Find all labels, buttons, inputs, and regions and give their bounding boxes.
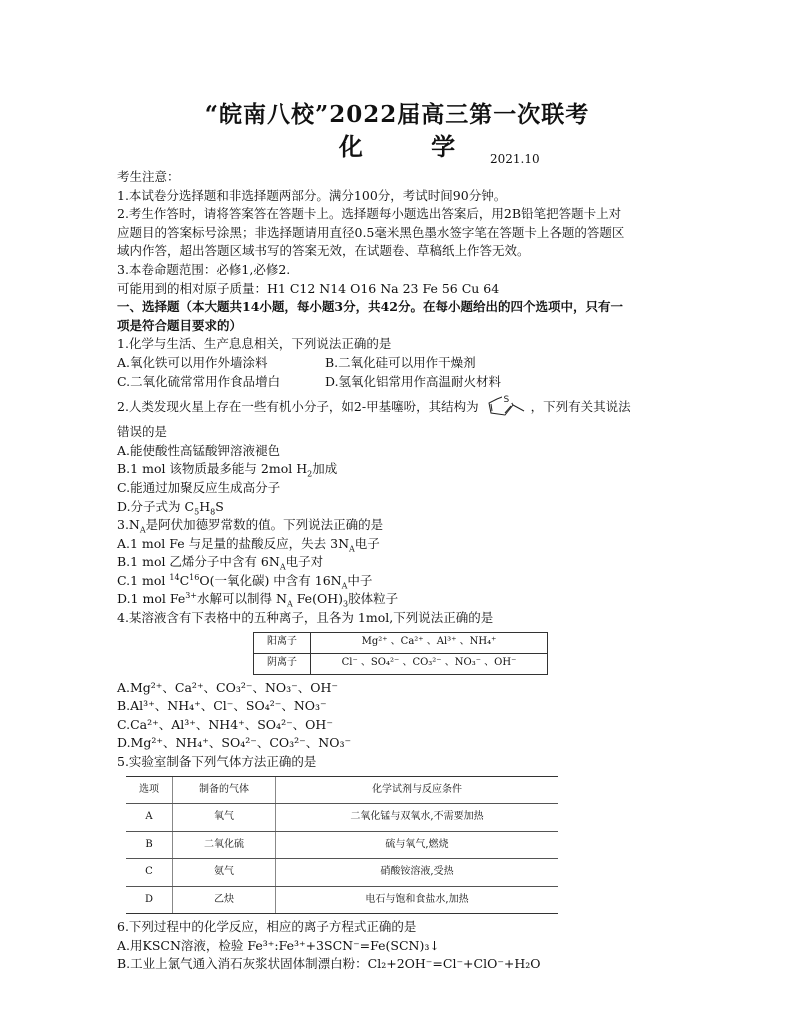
- q2-option-b: B.1 mol 该物质最多能与 2mol $H_2$加成: [117, 461, 338, 479]
- note-line-1: 1.本试卷分选择题和非选择题两部分。满分100分，考试时间90分钟。: [117, 187, 507, 203]
- q5-cell-reagents: 硝酸铵溶液,受热: [276, 859, 559, 887]
- q5-cell-reagents: 硫与氧气,燃烧: [276, 831, 559, 859]
- q3-option-b: B.1 mol 乙烯分子中含有 $6N_A$电子对: [117, 554, 324, 572]
- note-line-2: 2.考生作答时，请将答案答在答题卡上。选择题每小题选出答案后，用2B铅笔把答题卡上对: [117, 206, 622, 222]
- q3-option-d: D.1 mol $Fe^{3+}$水解可以制得 $N_A$ $Fe(OH)_3$胶体粒子: [117, 591, 399, 609]
- q5-cell-option: A: [126, 804, 173, 832]
- q2-option-a: A.能使酸性高锰酸钾溶液褪色: [117, 442, 281, 458]
- q4-anion-list: Cl⁻ 、SO₄²⁻ 、CO₃²⁻ 、NO₃⁻ 、OH⁻: [311, 653, 548, 674]
- q4-cation-list: Mg²⁺ 、Ca²⁺ 、Al³⁺ 、NH₄⁺: [311, 632, 548, 653]
- q5-stem: 5.实验室制备下列气体方法正确的是: [117, 754, 317, 770]
- q1-stem: 1.化学与生活、生产息息相关，下列说法正确的是: [117, 336, 392, 352]
- section-heading-line-1: 一、选择题（本大题共14小题，每小题3分，共42分。在每小题给出的四个选项中，只有一: [117, 299, 623, 315]
- q3-option-a: A.1 mol Fe 与足量的盐酸反应，失去 $3N_A$电子: [117, 535, 380, 554]
- q4-anion-label: 阴离子: [254, 653, 311, 674]
- subject-title: 化 学: [338, 132, 486, 161]
- q1-option-b: B.二氧化硅可以用作干燥剂: [325, 354, 476, 370]
- q5-cell-gas: 二氧化硫: [173, 831, 276, 859]
- q2-stem-a: 2.人类发现火星上存在一些有机小分子，如2-甲基噻吩，其结构为: [117, 399, 479, 415]
- q4-anion-row: [254, 653, 548, 674]
- q2-option-c: C.能通过加聚反应生成高分子: [117, 479, 281, 495]
- thiophene-structure-icon: [483, 393, 527, 423]
- table-row: [126, 831, 558, 859]
- q5-cell-gas: 氧气: [173, 804, 276, 832]
- exam-date: 2021.10: [490, 152, 540, 166]
- q5-cell-gas: 乙炔: [173, 886, 276, 914]
- table-row: [126, 804, 558, 832]
- q6-option-a: A.用KSCN溶液，检验 Fe³⁺:Fe³⁺+3SCN⁻=Fe(SCN)₃↓: [117, 937, 440, 953]
- atomic-masses: 可能用到的相对原子质量：H1 C12 N14 O16 Na 23 Fe 56 Cu 64: [117, 280, 500, 296]
- q1-option-a: A.氧化铁可以用作外墙涂料: [117, 354, 268, 370]
- q4-stem: 4.某溶液含有下表格中的五种离子，且各为 1mol,下列说法正确的是: [117, 610, 494, 626]
- q5-cell-option: C: [126, 859, 173, 887]
- q5-cell-gas: 氨气: [173, 859, 276, 887]
- q5-header-row: [126, 776, 558, 804]
- q2-option-d: D.分子式为 $C_5H_8S$: [117, 498, 224, 516]
- q4-option-d: D.Mg²⁺、NH₄⁺、SO₄²⁻、CO₃²⁻、NO₃⁻: [117, 735, 352, 751]
- note-line-5: 3.本卷命题范围：必修1,必修2.: [117, 261, 291, 277]
- q1-option-c: C.二氧化硫常常用作食品增白: [117, 373, 281, 389]
- q4-cation-label: 阳离子: [254, 632, 311, 653]
- q1-options-row-1: [117, 354, 679, 373]
- q1-options-row-2: [117, 373, 679, 392]
- table-row: [126, 886, 558, 914]
- q5-cell-reagents: 电石与饱和食盐水,加热: [276, 886, 559, 914]
- q5-header-reagents: 化学试剂与反应条件: [276, 776, 559, 804]
- note-line-4: 域内作答，超出答题区域书写的答案无效，在试题卷、草稿纸上作答无效。: [117, 243, 530, 259]
- q2-stem-c: 错误的是: [117, 424, 168, 440]
- q5-gas-table: [126, 776, 558, 915]
- q5-header-gas: 制备的气体: [173, 776, 276, 804]
- q6-option-b: B.工业上氯气通入消石灰浆状固体制漂白粉：Cl₂+2OH⁻=Cl⁻+ClO⁻+H₂O: [117, 956, 541, 972]
- q6-stem: 6.下列过程中的化学反应，相应的离子方程式正确的是: [117, 919, 417, 935]
- q3-option-c: C.1 mol $^{14}C^{16}O$(一氧化碳) 中含有 $16N_A$中子: [117, 572, 373, 591]
- q4-ion-table: [253, 632, 548, 675]
- q5-cell-option: B: [126, 831, 173, 859]
- exam-body: [117, 168, 679, 974]
- q2-stem-line: [117, 391, 679, 423]
- section-heading-line-2: 项是符合题目要求的）: [117, 317, 243, 333]
- q4-option-c: C.Ca²⁺、Al³⁺、NH4⁺、SO₄²⁻、OH⁻: [117, 716, 333, 732]
- thiophene-sulfur-label: S: [503, 394, 509, 405]
- exam-title: “皖南八校”2022届高三第一次联考: [204, 101, 590, 128]
- table-row: [126, 859, 558, 887]
- q5-header-option: 选项: [126, 776, 173, 804]
- q5-cell-option: D: [126, 886, 173, 914]
- q4-option-a: A.Mg²⁺、Ca²⁺、CO₃²⁻、NO₃⁻、OH⁻: [117, 679, 339, 695]
- notes-heading: 考生注意：: [117, 169, 180, 184]
- q1-option-d: D.氢氧化铝常用作高温耐火材料: [325, 373, 502, 389]
- q3-stem: $3.N_A$是阿伏加德罗常数的值。下列说法正确的是: [117, 517, 384, 535]
- q4-cation-row: [254, 632, 548, 653]
- q2-stem-b: ，下列有关其说法: [530, 399, 631, 415]
- q4-option-b: B.Al³⁺、NH₄⁺、Cl⁻、SO₄²⁻、NO₃⁻: [117, 698, 327, 714]
- note-line-3: 应题目的答案标号涂黑；非选择题请用直径0.5毫米黑色墨水签字笔在答题卡上各题的答题区: [117, 224, 625, 240]
- q5-cell-reagents: 二氧化锰与双氧水,不需要加热: [276, 804, 559, 832]
